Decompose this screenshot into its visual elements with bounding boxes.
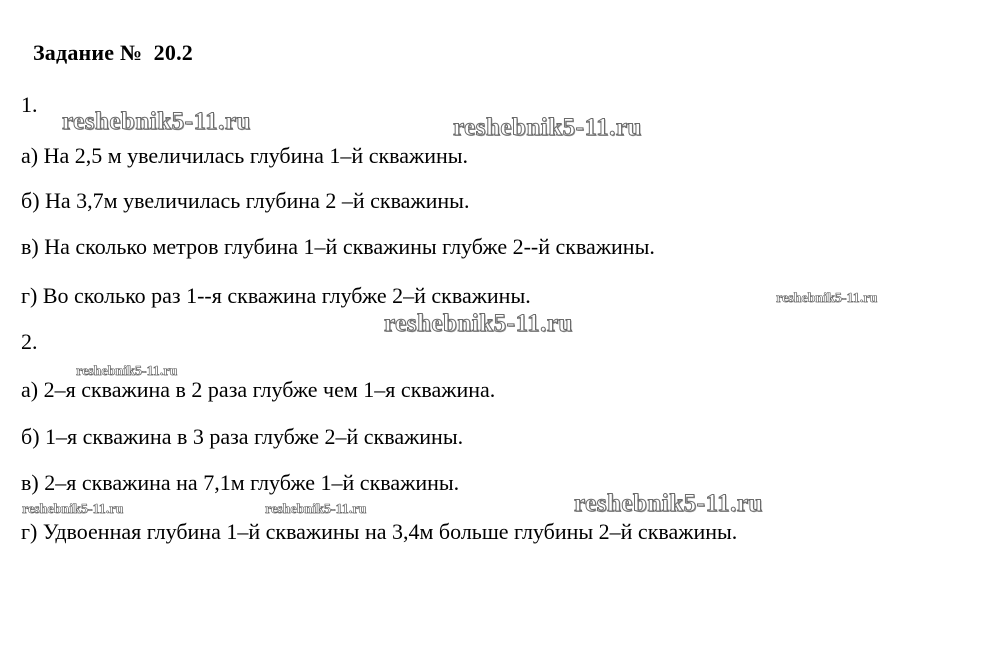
section-1-item-b: б) На 3,7м увеличилась глубина 2 –й скважины. <box>21 188 470 213</box>
watermark: reshebnik5-11.ru <box>776 291 878 306</box>
section-2-number: 2. <box>21 329 38 354</box>
section-1-item-d: г) Во сколько раз 1--я скважина глубже 2–й скважины. <box>21 283 531 308</box>
task-title: Задание № 20.2 <box>33 40 193 65</box>
watermark: reshebnik5-11.ru <box>265 502 367 517</box>
watermark: reshebnik5-11.ru <box>384 310 573 337</box>
section-1-item-c: в) На сколько метров глубина 1–й скважины глубже 2--й скважины. <box>21 234 655 259</box>
watermark: reshebnik5-11.ru <box>574 490 763 517</box>
watermark: reshebnik5-11.ru <box>62 108 251 135</box>
section-2-item-b: б) 1–я скважина в 3 раза глубже 2–й скважины. <box>21 424 464 449</box>
section-2-item-a: а) 2–я скважина в 2 раза глубже чем 1–я скважина. <box>21 377 496 402</box>
section-2-item-c: в) 2–я скважина на 7,1м глубже 1–й скважины. <box>21 470 460 495</box>
section-1-number: 1. <box>21 92 38 117</box>
section-1-item-a: а) На 2,5 м увеличилась глубина 1–й скважины. <box>21 143 469 168</box>
watermark: reshebnik5-11.ru <box>22 502 124 517</box>
section-2-item-d: г) Удвоенная глубина 1–й скважины на 3,4м больше глубины 2–й скважины. <box>21 519 738 544</box>
watermark: reshebnik5-11.ru <box>76 364 178 379</box>
watermark: reshebnik5-11.ru <box>453 114 642 141</box>
